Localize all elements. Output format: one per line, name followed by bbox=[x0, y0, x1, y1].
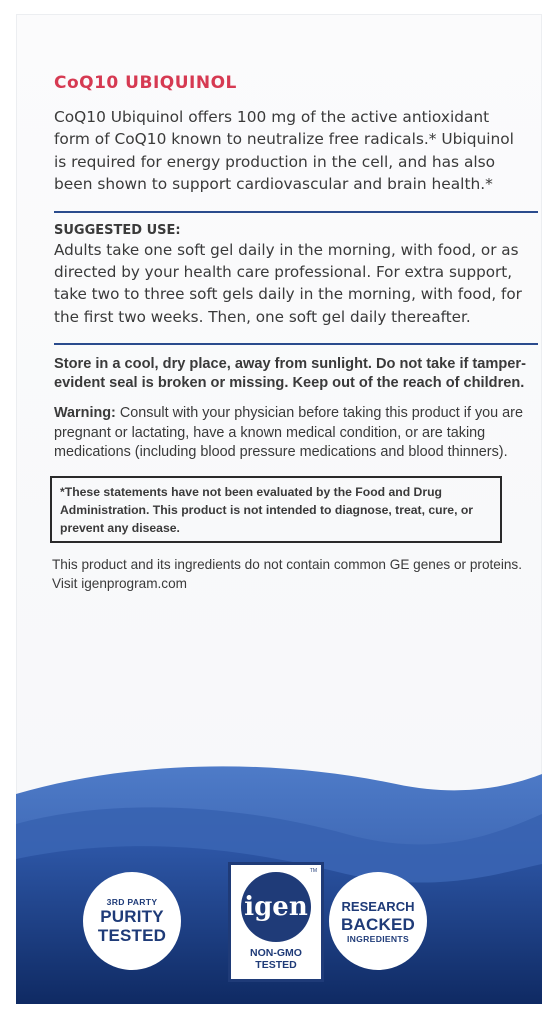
purity-tested-badge bbox=[83, 872, 181, 970]
label-panel bbox=[16, 14, 542, 1004]
suggested-use-text: Adults take one soft gel daily in the morning, with food, or as directed by your health care professional. For extra support, take two to three soft gels daily in the morning, with food, for the first two weeks. Then, one soft gel daily thereafter. bbox=[54, 240, 522, 326]
ge-statement: This product and its ingredients do not contain common GE genes or proteins. Visit igenprogram.com bbox=[52, 557, 522, 592]
igen-logo: igen bbox=[241, 872, 311, 942]
purity-badge-mid: PURITY bbox=[100, 907, 164, 926]
warning-text bbox=[54, 404, 528, 462]
research-backed-badge bbox=[329, 872, 427, 970]
igen-line-2: TESTED bbox=[255, 959, 297, 971]
research-badge-bottom: INGREDIENTS bbox=[346, 933, 410, 944]
warning-body: Consult with your physician before taking this product if you are pregnant or lactating, have a known medical condition, or are taking medications (including blood pressure medications and blood thinners). bbox=[54, 405, 523, 461]
research-badge-top: RESEARCH bbox=[341, 898, 415, 914]
storage-text: Store in a cool, dry place, away from sunlight. Do not take if tamper-evident seal is broken or missing. Keep out of the reach of children. bbox=[54, 356, 526, 392]
suggested-use-label: SUGGESTED USE: bbox=[54, 222, 181, 238]
fda-disclaimer: *These statements have not been evaluated by the Food and Drug Administration. This product is not intended to diagnose, treat, cure, or prevent any disease. bbox=[50, 476, 502, 543]
purity-badge-bottom: TESTED bbox=[97, 926, 167, 945]
research-badge-mid: BACKED bbox=[341, 914, 415, 934]
igen-line-1: NON-GMO bbox=[250, 947, 302, 959]
product-intro: CoQ10 Ubiquinol offers 100 mg of the active antioxidant form of CoQ10 known to neutralize free radicals.* Ubiquinol is required for energy production in the cell, and has also been shown to support cardiovascular and brain health.* bbox=[54, 108, 514, 194]
trademark-mark: TM bbox=[309, 868, 317, 874]
purity-badge-top: 3RD PARTY bbox=[106, 897, 158, 907]
label-content bbox=[54, 72, 528, 593]
divider bbox=[54, 343, 538, 345]
product-title: CoQ10 UBIQUINOL bbox=[54, 73, 237, 93]
warning-label: Warning: bbox=[54, 405, 116, 422]
igen-non-gmo-badge bbox=[228, 862, 324, 982]
divider bbox=[54, 211, 538, 213]
